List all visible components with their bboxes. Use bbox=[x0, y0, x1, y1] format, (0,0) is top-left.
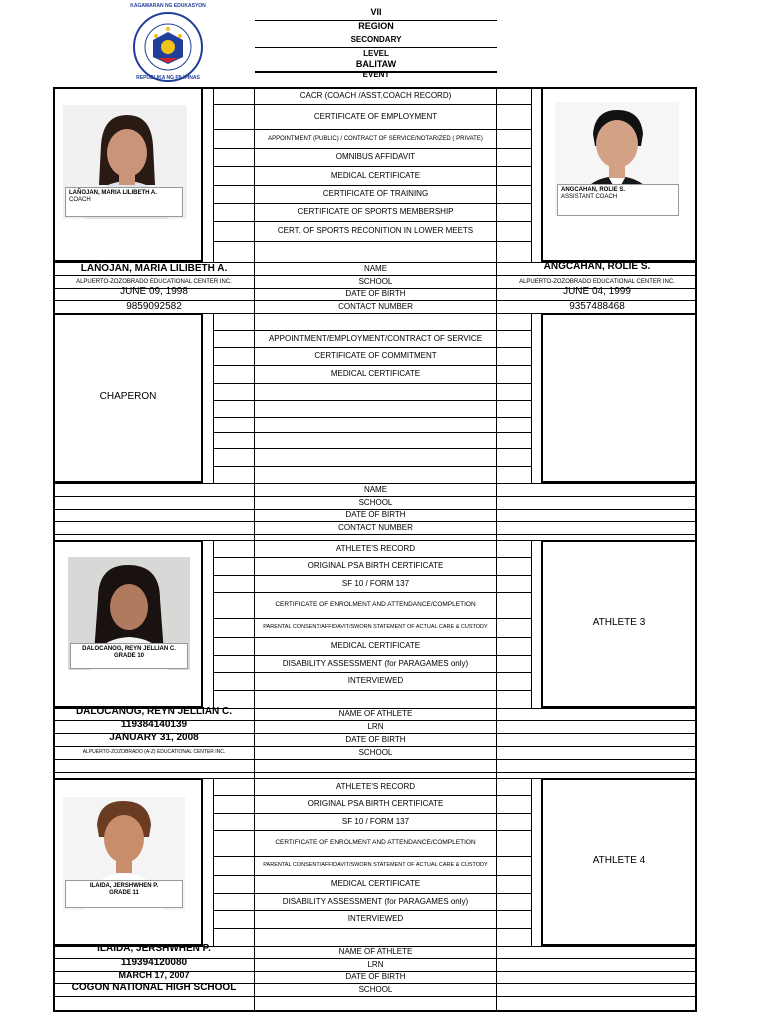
coach-school: ALPUERTO-ZOZOBRADO EDUCATIONAL CENTER INC. bbox=[76, 278, 232, 285]
coach-req-medical: MEDICAL CERTIFICATE bbox=[330, 170, 421, 180]
chaperon-req-medical: MEDICAL CERTIFICATE bbox=[330, 369, 421, 379]
seal-top-text: KAGAWARAN NG EDUKASYON bbox=[130, 3, 206, 10]
coach-photo-caption bbox=[65, 187, 183, 217]
a2-req-parental: PARENTAL CONSENT/AFFIDAVIT/SWORN STATEMENT OF ACTUAL CARE & CUSTODY bbox=[263, 862, 488, 869]
a1-req-enrolment: CERTIFICATE OF ENROLMENT AND ATTENDANCE/COMPLETION bbox=[275, 601, 476, 609]
coach-req-omnibus: OMNIBUS AFFIDAVIT bbox=[335, 152, 416, 162]
a1-field-lrn-label: LRN bbox=[367, 721, 384, 731]
a1-req-medical: MEDICAL CERTIFICATE bbox=[330, 641, 421, 651]
athlete1-school: ALPUERTO-ZOZOBRADO (A-Z) EDUCATIONAL CENTER INC. bbox=[82, 749, 226, 756]
coach-req-training: CERTIFICATE OF TRAINING bbox=[322, 189, 429, 199]
coach-req-cacr: CACR (COACH /ASST.COACH RECORD) bbox=[299, 90, 452, 100]
athlete1-photo-caption bbox=[70, 643, 188, 669]
assistant-name: ANGCAHAN, ROLIE S. bbox=[543, 260, 651, 272]
region-label: REGION bbox=[358, 21, 394, 32]
coach-field-name-label: NAME bbox=[363, 263, 388, 273]
a1-field-dob-label: DATE OF BIRTH bbox=[345, 734, 406, 744]
chaperon-field-school-label: SCHOOL bbox=[358, 497, 393, 507]
chaperon-label: CHAPERON bbox=[99, 390, 157, 402]
coach-dob: JUNE 09, 1998 bbox=[120, 285, 188, 297]
a2-req-sf10: SF 10 / FORM 137 bbox=[341, 816, 410, 826]
a2-req-interviewed: INTERVIEWED bbox=[347, 914, 404, 924]
coach-req-appointment: APPOINTMENT (PUBLIC) / CONTRACT OF SERVICE/NOTARIZED ( PRIVATE) bbox=[268, 135, 483, 142]
a2-req-psa: ORIGINAL PSA BIRTH CERTIFICATE bbox=[307, 799, 444, 809]
coach-field-dob-label: DATE OF BIRTH bbox=[345, 289, 406, 299]
a2-field-name-label: NAME OF ATHLETE bbox=[338, 947, 413, 957]
coach-name: LAÑOJAN, MARIA LILIBETH A. bbox=[80, 262, 228, 274]
coach-req-employment: CERTIFICATE OF EMPLOYMENT bbox=[313, 111, 438, 121]
coach-contact: 9859092582 bbox=[126, 300, 182, 312]
chaperon-field-dob-label: DATE OF BIRTH bbox=[345, 510, 406, 520]
assistant-school: ALPUERTO-ZOZOBRADO EDUCATIONAL CENTER INC. bbox=[519, 278, 675, 285]
chaperon-box-right bbox=[541, 313, 697, 483]
a1-req-parental: PARENTAL CONSENT/AFFIDAVIT/SWORN STATEMENT OF ACTUAL CARE & CUSTODY bbox=[263, 624, 488, 631]
athlete2-caption-name: ILAIDA, JERSHWHEN P. bbox=[89, 883, 159, 889]
level-value: SECONDARY bbox=[350, 34, 402, 44]
athlete1-caption-grade: GRADE 10 bbox=[113, 653, 144, 660]
coach-caption-name: LAÑOJAN, MARIA LILIBETH A. bbox=[69, 190, 157, 196]
assistant-contact: 9357488468 bbox=[569, 300, 625, 312]
assistant-caption-name: ANGCAHAN, ROLIE S. bbox=[561, 187, 626, 193]
a2-req-enrolment: CERTIFICATE OF ENROLMENT AND ATTENDANCE/COMPLETION bbox=[275, 839, 476, 847]
a2-req-disability: DISABILITY ASSESSMENT (for PARAGAMES only) bbox=[282, 896, 469, 906]
a1-req-disability: DISABILITY ASSESSMENT (for PARAGAMES only) bbox=[282, 658, 469, 668]
a2-req-medical: MEDICAL CERTIFICATE bbox=[330, 879, 421, 889]
assistant-dob: JUNE 04, 1999 bbox=[563, 285, 631, 297]
athlete1-lrn: 119384140139 bbox=[120, 718, 188, 730]
assistant-caption-role: ASSISTANT COACH bbox=[561, 194, 618, 201]
chaperon-field-contact-label: CONTACT NUMBER bbox=[338, 522, 413, 532]
assistant-photo-caption bbox=[557, 184, 679, 216]
coach-field-contact-label: CONTACT NUMBER bbox=[338, 301, 413, 311]
coach-caption-role: COACH bbox=[69, 197, 91, 204]
a1-req-sf10: SF 10 / FORM 137 bbox=[341, 578, 410, 588]
seal-bottom-text: REPUBLIKA NG PILIPINAS bbox=[136, 74, 200, 81]
coach-req-membership: CERTIFICATE OF SPORTS MEMBERSHIP bbox=[297, 207, 454, 217]
a1-req-record: ATHLETE'S RECORD bbox=[335, 543, 416, 553]
athlete1-caption-name: DALOCANOG, REYN JELLIAN C. bbox=[82, 646, 176, 652]
chaperon-req-appointment: APPOINTMENT/EMPLOYMENT/CONTRACT OF SERVICE bbox=[268, 333, 483, 343]
level-label: LEVEL bbox=[363, 48, 389, 58]
athlete1-name: DALOCANOG, REYN JELLIAN C. bbox=[75, 705, 233, 717]
a2-req-record: ATHLETE'S RECORD bbox=[335, 781, 416, 791]
deped-seal-logo bbox=[128, 12, 208, 82]
athlete2-right-label: ATHLETE 4 bbox=[592, 854, 646, 866]
a1-req-interviewed: INTERVIEWED bbox=[347, 676, 404, 686]
athlete1-dob: JANUARY 31, 2008 bbox=[109, 731, 199, 743]
a2-field-school-label: SCHOOL bbox=[358, 984, 393, 994]
chaperon-req-commitment: CERTIFICATE OF COMMITMENT bbox=[314, 351, 437, 361]
athlete2-caption-grade: GRADE 11 bbox=[109, 890, 139, 897]
region-value: VII bbox=[370, 7, 382, 18]
coach-field-school-label: SCHOOL bbox=[358, 276, 393, 286]
a2-field-lrn-label: LRN bbox=[367, 959, 384, 969]
a2-field-dob-label: DATE OF BIRTH bbox=[345, 972, 406, 982]
event-value: BALITAW bbox=[355, 59, 397, 70]
a1-req-psa: ORIGINAL PSA BIRTH CERTIFICATE bbox=[307, 561, 444, 571]
athlete2-name: ILAIDA, JERSHWHEN P. bbox=[97, 943, 211, 955]
chaperon-field-name-label: NAME bbox=[363, 484, 388, 494]
athlete2-photo-caption bbox=[65, 880, 183, 908]
coach-req-recognition: CERT. OF SPORTS RECONITION IN LOWER MEETS bbox=[277, 226, 474, 236]
event-label: EVENT bbox=[362, 70, 390, 80]
athlete1-right-label: ATHLETE 3 bbox=[592, 616, 646, 628]
athlete2-lrn: 119394120080 bbox=[120, 956, 188, 968]
a1-field-school-label: SCHOOL bbox=[358, 747, 393, 757]
a1-field-name-label: NAME OF ATHLETE bbox=[338, 709, 413, 719]
athlete2-dob: MARCH 17, 2007 bbox=[118, 970, 190, 981]
athlete2-school: COGON NATIONAL HIGH SCHOOL bbox=[71, 981, 237, 993]
